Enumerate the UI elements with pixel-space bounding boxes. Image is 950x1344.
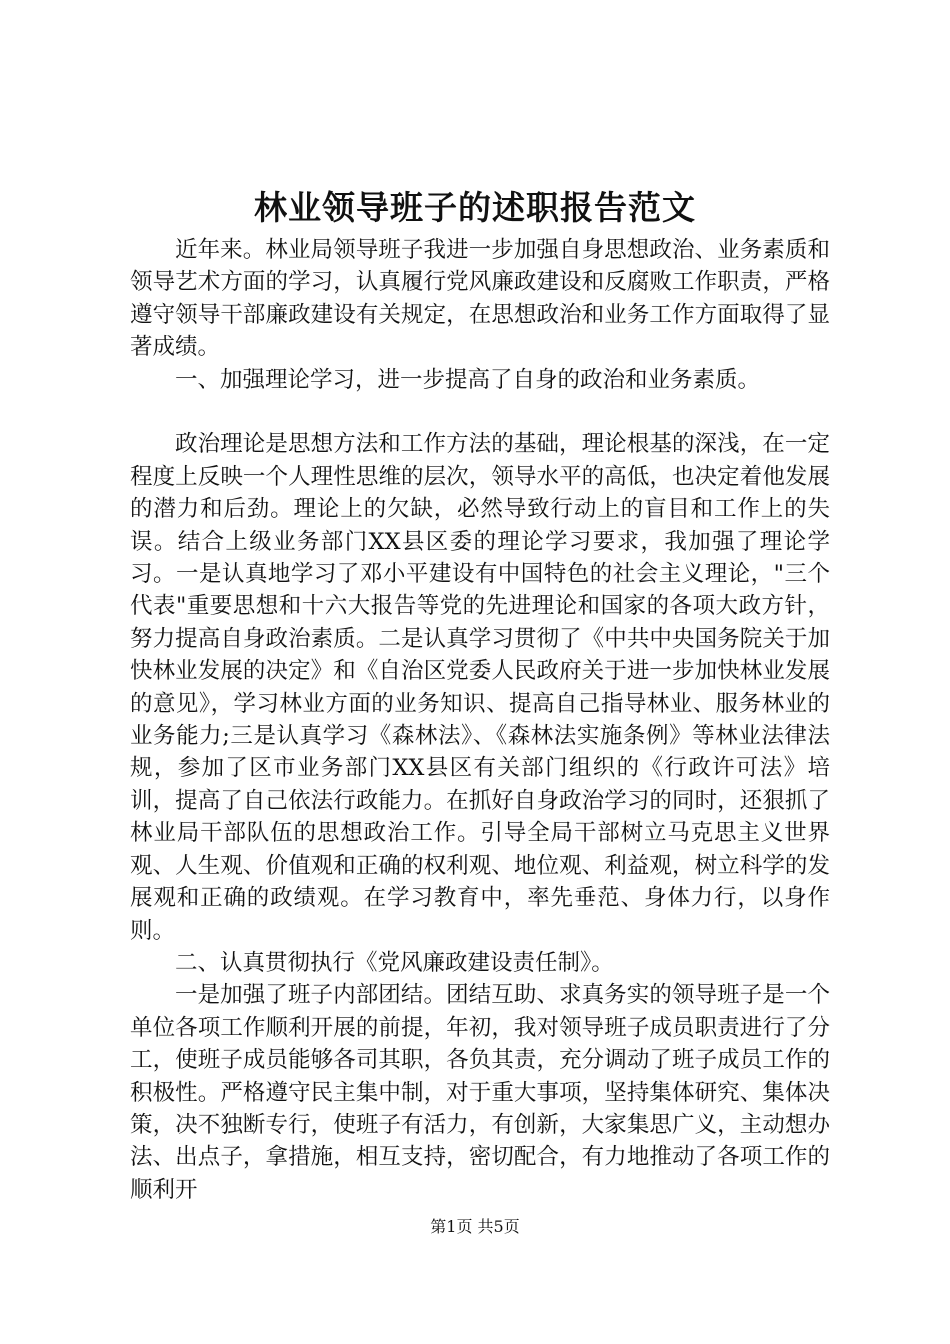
- page-number-footer: 第1页 共5页: [430, 1217, 520, 1236]
- document-body: [130, 234, 830, 1206]
- section-heading-2: 二、认真贯彻执行《党风廉政建设责任制》。: [175, 949, 614, 976]
- section-heading-1: 一、加强理论学习，进一步提高了自身的政治和业务素质。: [175, 366, 761, 393]
- paragraph-intro: 近年来。林业局领导班子我进一步加强自身思想政治、业务素质和领导艺术方面的学习，认真履行党风廉政建设和反腐败工作职责，严格遵守领导干部廉政建设有关规定，在思想政治和业务工作方面取得了显著成绩。: [130, 237, 830, 361]
- document-title: 林业领导班子的述职报告范文: [254, 188, 696, 227]
- paragraph-theory-study: 政治理论是思想方法和工作方法的基础，理论根基的深浅，在一定程度上反映一个人理性思维的层次，领导水平的高低，也决定着他发展的潜力和后劲。理论上的欠缺，必然导致行动上的盲目和工作上的失误。结合上级业务部门XX县区委的理论学习要求，我加强了理论学习。一是认真地学习了邓小平建设有中国特色的社会主义理论，"三个代表"重要思想和十六大报告等党的先进理论和国家的各项大政方针，努力提高自身政治素质。二是认真学习贯彻了《中共中央国务院关于加快林业发展的决定》和《自治区党委人民政府关于进一步加快林业发展的意见》，学习林业方面的业务知识、提高自己指导林业、服务林业的业务能力;三是认真学习《森林法》、《森林法实施条例》等林业法律法规，参加了区市业务部门XX县区有关部门组织的《行政许可法》培训，提高了自己依法行政能力。在抓好自身政治学习的同时，还狠抓了林业局干部队伍的思想政治工作。引导全局干部树立马克思主义世界观、人生观、价值观和正确的权利观、地位观、利益观，树立科学的发展观和正确的政绩观。在学习教育中，率先垂范、身体力行，以身作则。: [130, 431, 830, 944]
- paragraph-team-unity: 一是加强了班子内部团结。团结互助、求真务实的领导班子是一个单位各项工作顺利开展的前提，年初，我对领导班子成员职责进行了分工，使班子成员能够各司其职，各负其责，充分调动了班子成员工作的积极性。严格遵守民主集中制，对于重大事项，坚持集体研究、集体决策，决不独断专行，使班子有活力，有创新，大家集思广义，主动想办法、出点子，拿措施，相互支持，密切配合，有力地推动了各项工作的顺利开: [130, 982, 830, 1203]
